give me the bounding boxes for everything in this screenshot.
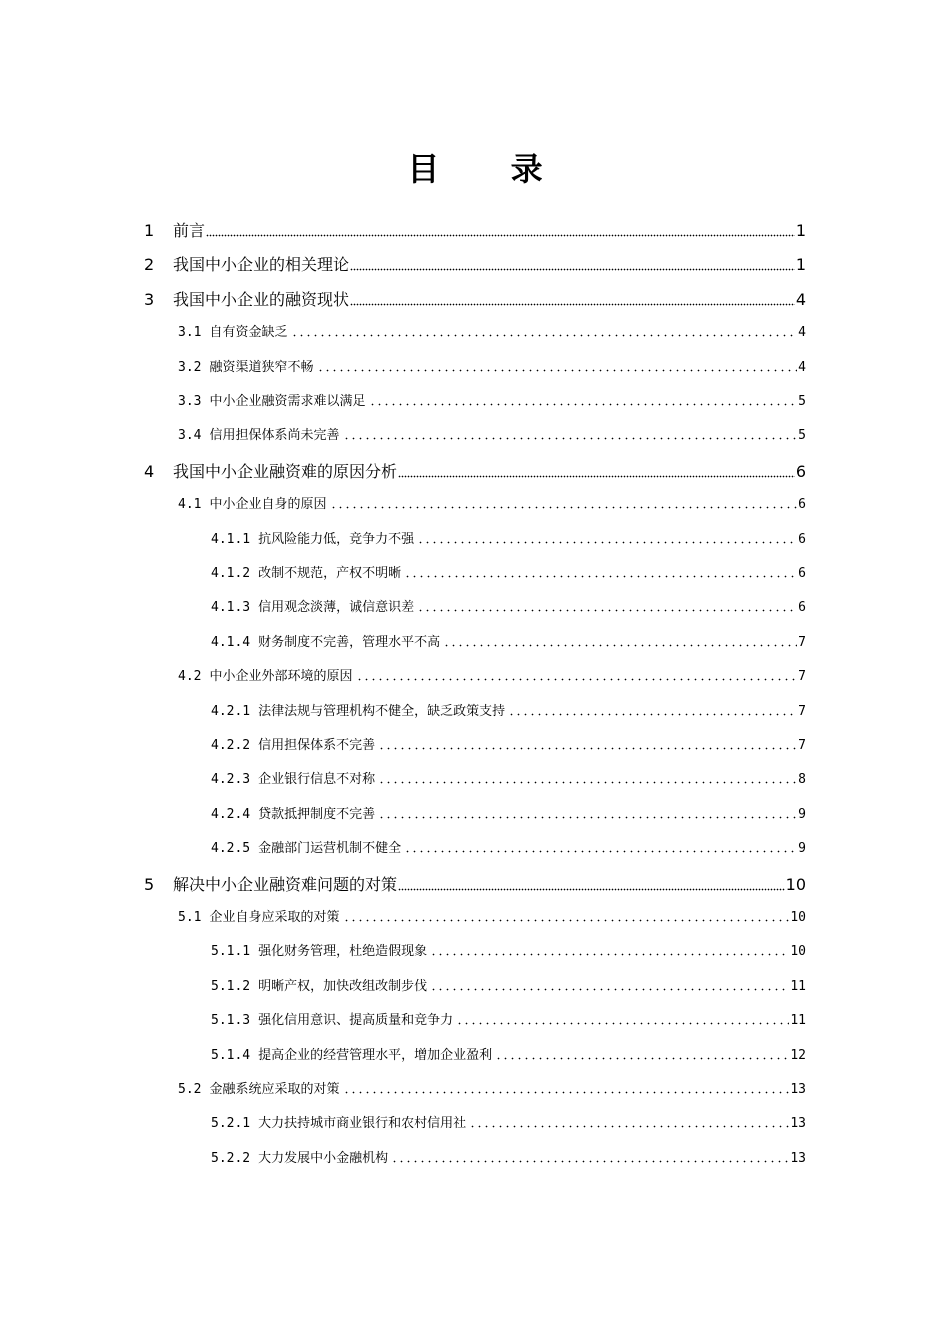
toc-entry-number: 4.1.3 — [211, 600, 251, 616]
toc-entry-number: 4.2.1 — [211, 703, 251, 719]
toc-entry-title: 我国中小企业的融资现状 — [173, 289, 350, 309]
toc-entry-title: 企业银行信息不对称 — [258, 772, 376, 788]
toc-entry-number: 4.2 — [178, 669, 202, 685]
dot-leader — [415, 539, 797, 544]
dot-leader — [206, 231, 795, 237]
toc-entry-number: 5.1.4 — [211, 1047, 251, 1063]
toc-entry-title: 中小企业外部环境的原因 — [209, 669, 353, 685]
toc-entry-title: 强化信用意识、提高质量和竞争力 — [258, 1013, 454, 1029]
toc-entry-number: 2 — [144, 255, 155, 275]
toc-entry-title: 明晰产权，加快改组改制步伐 — [258, 978, 428, 994]
toc-entry-page-number: 10 — [790, 910, 806, 925]
toc-entry[interactable] — [144, 872, 806, 895]
toc-entry-page-number: 10 — [790, 944, 806, 960]
toc-entry-title: 我国中小企业的相关理论 — [173, 255, 350, 275]
toc-entry-number: 5 — [144, 874, 155, 894]
toc-entry-page-number: 6 — [798, 600, 806, 616]
toc-entry-title: 信用观念淡薄，诚信意识差 — [258, 600, 415, 616]
dot-leader — [367, 401, 798, 406]
dot-leader — [389, 1158, 789, 1163]
dot-leader — [402, 573, 797, 578]
toc-entry-number: 5.2 — [178, 1082, 202, 1097]
toc-entry-number: 1 — [144, 221, 155, 240]
toc-entry[interactable] — [211, 1009, 806, 1028]
toc-entry-number: 4.2.2 — [211, 738, 251, 753]
toc-entry-page-number: 6 — [798, 566, 806, 581]
dot-leader — [341, 917, 790, 922]
toc-entry-title: 信用担保体系不完善 — [258, 738, 376, 753]
toc-entry[interactable] — [211, 1044, 806, 1063]
toc-entry[interactable] — [211, 803, 806, 822]
toc-entry-page-number: 9 — [798, 806, 806, 822]
toc-entry-title: 法律法规与管理机构不健全，缺乏政策支持 — [258, 703, 506, 719]
dot-leader — [428, 951, 789, 956]
toc-entry-page-number: 11 — [790, 978, 806, 994]
toc-entry-page-number: 11 — [790, 1013, 806, 1029]
toc-entry-page-number: 7 — [798, 634, 806, 650]
dot-leader — [376, 814, 797, 819]
toc-entry-title: 前言 — [173, 221, 206, 240]
toc-entry-title: 抗风险能力低，竞争力不强 — [258, 531, 415, 547]
dot-leader — [398, 472, 795, 478]
toc-entry-title: 提高企业的经营管理水平，增加企业盈利 — [258, 1047, 493, 1063]
toc-title: 目 录 — [407, 150, 573, 188]
toc-entry-page-number: 6 — [798, 531, 806, 547]
dot-leader — [506, 711, 797, 716]
toc-entry[interactable] — [211, 768, 806, 787]
dot-leader — [493, 1055, 789, 1060]
toc-entry[interactable] — [211, 528, 806, 547]
toc-entry-title: 融资渠道狭窄不畅 — [209, 359, 314, 375]
toc-entry-number: 5.2.1 — [211, 1116, 251, 1132]
dot-leader — [350, 300, 795, 306]
toc-entry[interactable] — [178, 665, 806, 684]
toc-entry-number: 4.1.1 — [211, 531, 251, 547]
dot-leader — [398, 885, 785, 891]
toc-entry-title: 贷款抵押制度不完善 — [258, 806, 376, 822]
toc-entry-page-number: 4 — [795, 289, 806, 309]
toc-entry-title: 中小企业融资需求难以满足 — [209, 394, 366, 409]
toc-entry-number: 3.3 — [178, 394, 202, 409]
toc-entry-page-number: 13 — [790, 1082, 806, 1097]
toc-entry-page-number: 10 — [785, 874, 806, 894]
toc-entry-number: 4.2.5 — [211, 841, 251, 857]
dot-leader — [341, 435, 798, 440]
toc-entry-page-number: 13 — [790, 1150, 806, 1166]
toc-entry-title: 强化财务管理，杜绝造假现象 — [258, 944, 428, 960]
toc-entry-page-number: 5 — [798, 428, 806, 444]
toc-entry[interactable] — [211, 596, 806, 615]
toc-entry-page-number: 7 — [798, 669, 806, 685]
toc-entry[interactable] — [178, 424, 806, 443]
toc-entry-page-number: 5 — [798, 394, 806, 409]
dot-leader — [402, 848, 797, 853]
toc-entry-title: 信用担保体系尚未完善 — [209, 428, 340, 444]
toc-entry-page-number: 4 — [798, 359, 806, 375]
toc-entry-page-number: 6 — [798, 497, 806, 513]
toc-entry-page-number: 8 — [798, 772, 806, 788]
toc-entry-title: 改制不规范，产权不明晰 — [258, 566, 402, 581]
toc-entry[interactable] — [211, 1112, 806, 1131]
toc-entry-number: 4.1 — [178, 497, 202, 513]
toc-entry-number: 5.1.1 — [211, 944, 251, 960]
toc-entry[interactable] — [144, 252, 806, 275]
toc-entry[interactable] — [178, 356, 806, 375]
toc-entry-number: 4 — [144, 461, 155, 481]
toc-entry-page-number: 12 — [790, 1047, 806, 1063]
toc-entry[interactable] — [211, 631, 806, 650]
toc-entry-number: 3.1 — [178, 325, 202, 341]
toc-entry-number: 5.2.2 — [211, 1150, 251, 1166]
toc-entry-number: 4.2.4 — [211, 806, 251, 822]
toc-entry-number: 5.1 — [178, 910, 202, 925]
toc-entry-page-number: 13 — [790, 1116, 806, 1132]
dot-leader — [328, 504, 798, 509]
dot-leader — [341, 1089, 790, 1094]
toc-entry-number: 3.2 — [178, 359, 202, 375]
toc-entry[interactable] — [178, 1078, 806, 1097]
dot-leader — [376, 779, 797, 784]
toc-entry-number: 4.2.3 — [211, 772, 251, 788]
dot-leader — [441, 642, 797, 647]
toc-entry-title: 大力扶持城市商业银行和农村信用社 — [258, 1116, 467, 1132]
toc-entry-title: 金融部门运营机制不健全 — [258, 841, 402, 857]
toc-entry[interactable] — [178, 493, 806, 512]
toc-entry[interactable] — [178, 906, 806, 925]
toc-entry-page-number: 7 — [798, 738, 806, 753]
toc-entry[interactable] — [178, 321, 806, 340]
toc-entry-number: 4.1.4 — [211, 634, 251, 650]
toc-entry[interactable] — [211, 700, 806, 719]
toc-entry[interactable] — [211, 1147, 806, 1166]
toc-entry-number: 3 — [144, 289, 155, 309]
toc-entry[interactable] — [211, 837, 806, 856]
toc-entry[interactable] — [211, 734, 806, 753]
dot-leader — [315, 367, 798, 372]
toc-entry-page-number: 1 — [795, 255, 806, 275]
dot-leader — [350, 265, 795, 271]
toc-entry-title: 我国中小企业融资难的原因分析 — [173, 461, 398, 481]
toc-entry-page-number: 7 — [798, 703, 806, 719]
toc-entry-page-number: 6 — [795, 461, 806, 481]
dot-leader — [467, 1123, 789, 1128]
dot-leader — [415, 607, 797, 612]
toc-entry-title: 大力发展中小金融机构 — [258, 1150, 389, 1166]
toc-entry-number: 5.1.3 — [211, 1013, 251, 1029]
toc-entry-title: 解决中小企业融资难问题的对策 — [173, 874, 398, 894]
toc-entry-number: 5.1.2 — [211, 978, 251, 994]
toc-entry-number: 3.4 — [178, 428, 202, 444]
toc-entry-title: 自有资金缺乏 — [209, 325, 288, 341]
dot-leader — [289, 332, 798, 337]
toc-entry[interactable] — [178, 390, 806, 409]
toc-entry-page-number: 4 — [798, 325, 806, 341]
dot-leader — [376, 745, 797, 750]
toc-entry-page-number: 9 — [798, 841, 806, 857]
toc-entry-title: 中小企业自身的原因 — [209, 497, 327, 513]
toc-entry-number: 4.1.2 — [211, 566, 251, 581]
toc-entry[interactable] — [144, 218, 806, 241]
toc-entry[interactable] — [211, 940, 806, 959]
toc-entry[interactable] — [144, 459, 806, 482]
toc-entry-title: 金融系统应采取的对策 — [209, 1082, 340, 1097]
toc-entry[interactable] — [211, 562, 806, 581]
toc-entry[interactable] — [211, 975, 806, 994]
toc-entry-page-number: 1 — [795, 221, 806, 240]
toc-entry[interactable] — [144, 287, 806, 310]
dot-leader — [454, 1020, 789, 1025]
toc-entry-title: 财务制度不完善，管理水平不高 — [258, 634, 441, 650]
dot-leader — [354, 676, 798, 681]
toc-entry-title: 企业自身应采取的对策 — [209, 910, 340, 925]
dot-leader — [428, 986, 789, 991]
